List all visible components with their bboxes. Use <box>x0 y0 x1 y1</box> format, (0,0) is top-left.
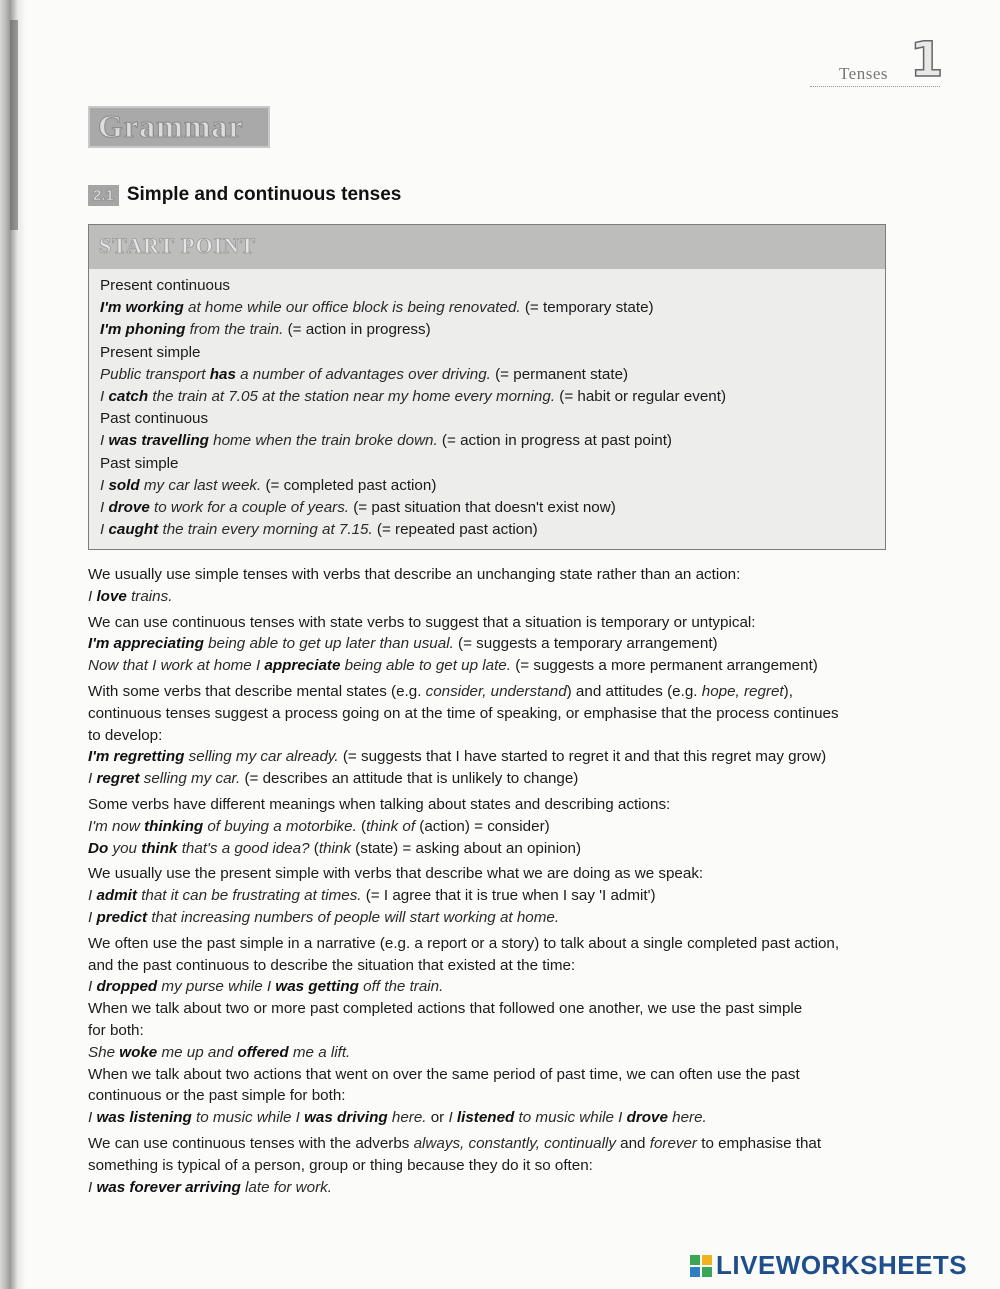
text-run: predict <box>96 908 148 926</box>
text-run: We usually use the present simple with verbs that describe what we are doing as we speak: <box>88 865 704 883</box>
text-run: to develop: <box>88 726 163 744</box>
text-run: Past simple <box>100 454 179 472</box>
text-run: (= action in progress at past point) <box>437 432 672 450</box>
text-run: (= suggests a more permanent arrangement) <box>510 657 818 675</box>
text-run: (= suggests a temporary arrangement) <box>453 635 718 653</box>
text-run: I'm working <box>100 299 184 317</box>
text-run: has <box>209 365 236 383</box>
start-point-line <box>100 475 885 497</box>
start-point-label: START POINT <box>99 233 256 258</box>
text-run: (= completed past action) <box>261 476 437 494</box>
text-run: offered <box>237 1043 289 1061</box>
text-run: was listening <box>96 1109 192 1127</box>
text-run: selling my car already. <box>184 748 339 766</box>
start-point-line <box>100 386 885 408</box>
paragraph-line <box>88 564 908 586</box>
start-point-line <box>100 497 885 519</box>
text-run: Past continuous <box>100 410 209 428</box>
text-run: With some verbs that describe mental states (e.g. <box>88 682 426 700</box>
text-run: I <box>88 978 97 996</box>
paragraph-line <box>88 1155 908 1177</box>
text-run: She <box>88 1043 120 1061</box>
text-run: I <box>100 476 109 494</box>
text-run: here. <box>667 1109 707 1127</box>
text-run: (= habit or regular event) <box>555 388 726 406</box>
text-run: (= past situation that doesn't exist now) <box>349 499 616 517</box>
text-run: the train at 7.05 at the station near my home every morning. <box>148 388 556 406</box>
scan-shadow <box>10 20 18 230</box>
start-point-header <box>89 225 885 269</box>
text-run: here. <box>387 1109 427 1127</box>
text-run: a number of advantages over driving. <box>235 365 491 383</box>
paragraph-line <box>88 1085 908 1107</box>
text-run: I'm regretting <box>88 748 185 766</box>
text-run: my car last week. <box>139 476 262 494</box>
paragraph-line <box>88 816 908 838</box>
text-run: hope, regret <box>701 682 784 700</box>
start-point-line <box>100 430 885 452</box>
paragraph-line <box>88 998 908 1020</box>
text-run: listened <box>456 1109 515 1127</box>
liveworksheets-logo <box>690 1250 967 1281</box>
text-run: that it can be frustrating at times. <box>136 887 362 905</box>
text-run: We often use the past simple in a narrative (e.g. a report or a story) to talk about a single completed past action, <box>88 934 840 952</box>
text-run: was travelling <box>108 432 209 450</box>
text-run: that increasing numbers of people will start working at home. <box>147 908 560 926</box>
text-run: me up and <box>157 1043 238 1061</box>
text-run: of buying a motorbike. <box>203 817 357 835</box>
paragraph-line <box>88 746 908 768</box>
paragraph-line <box>88 838 908 860</box>
text-run: ( <box>309 839 319 857</box>
text-run: ), <box>783 682 793 700</box>
start-point-line <box>100 319 885 341</box>
text-run: consider, understand <box>425 682 567 700</box>
paragraph-line <box>88 655 908 677</box>
logo-text: LIVEWORKSHEETS <box>716 1250 968 1280</box>
paragraph-line <box>88 612 908 634</box>
start-point-line <box>100 408 885 430</box>
paragraph-line <box>88 1133 908 1155</box>
grammar-explanations <box>88 564 908 1202</box>
explanation-paragraph <box>88 1133 908 1198</box>
text-run: you <box>108 839 142 857</box>
start-point-line <box>100 453 885 475</box>
text-run: (= suggests that I have started to regret it and that this regret may grow) <box>338 748 827 766</box>
text-run: was driving <box>304 1109 388 1127</box>
text-run: (= temporary state) <box>520 299 654 317</box>
text-run: We can use continuous tenses with state verbs to suggest that a situation is temporary or untypical: <box>88 613 756 631</box>
text-run: I <box>100 432 109 450</box>
text-run: to music while I <box>514 1109 627 1127</box>
text-run: Now that I work at home I <box>88 657 265 675</box>
explanation-paragraph <box>88 933 908 1129</box>
text-run: Do <box>88 839 109 857</box>
text-run: sold <box>108 476 140 494</box>
chapter-title: Tenses <box>838 64 888 83</box>
paragraph-line <box>88 681 908 703</box>
text-run: ) and attitudes (e.g. <box>566 682 702 700</box>
text-run: the train every morning at 7.15. <box>158 521 373 539</box>
paragraph-line <box>88 725 908 747</box>
text-run: at home while our office block is being renovated. <box>183 299 521 317</box>
text-run: love <box>96 587 127 605</box>
text-run: off the train. <box>358 978 444 996</box>
paragraph-line <box>88 976 908 998</box>
start-point-box <box>88 224 886 550</box>
text-run: continuous or the past simple for both: <box>88 1087 346 1105</box>
text-run: We usually use simple tenses with verbs that describe an unchanging state rather than an action: <box>88 566 741 583</box>
text-run: from the train. <box>185 321 284 339</box>
text-run: I <box>88 1178 97 1196</box>
paragraph-line <box>88 768 908 790</box>
text-run: selling my car. <box>139 770 241 788</box>
paragraph-line <box>88 1064 908 1086</box>
grammar-banner-label: Grammar <box>98 108 244 144</box>
header-divider <box>810 86 940 87</box>
text-run: When we talk about two or more past completed actions that followed one another, we use the past simple <box>88 1000 803 1018</box>
text-run: I'm appreciating <box>88 635 204 653</box>
section-heading <box>88 184 401 206</box>
text-run: and <box>615 1134 650 1152</box>
text-run: or <box>426 1109 449 1127</box>
start-point-examples <box>89 269 885 541</box>
text-run: woke <box>119 1043 158 1061</box>
paragraph-line <box>88 703 908 725</box>
paragraph-line <box>88 1177 908 1199</box>
start-point-line <box>100 364 885 386</box>
paragraph-line <box>88 586 908 608</box>
text-run: I <box>88 1109 97 1127</box>
text-run: home when the train broke down. <box>208 432 438 450</box>
chapter-number: 1 <box>910 32 944 88</box>
text-run: I'm now <box>88 817 145 835</box>
explanation-paragraph <box>88 564 908 608</box>
paragraph-line <box>88 1042 908 1064</box>
text-run: I <box>100 499 109 517</box>
text-run: think <box>141 839 178 857</box>
text-run: regret <box>96 770 140 788</box>
text-run: (= describes an attitude that is unlikely to change) <box>240 770 579 788</box>
text-run: (= permanent state) <box>490 365 629 383</box>
text-run: forever <box>649 1134 697 1152</box>
paragraph-line <box>88 885 908 907</box>
paragraph-line <box>88 633 908 655</box>
text-run: Present simple <box>100 343 201 361</box>
text-run: being able to get up late. <box>340 657 511 675</box>
text-run: Present continuous <box>100 277 231 294</box>
explanation-paragraph <box>88 863 908 928</box>
text-run: (= I agree that it is true when I say 'I admit') <box>361 887 656 905</box>
text-run: ( <box>356 817 367 835</box>
text-run: Some verbs have different meanings when talking about states and describing actions: <box>88 795 671 813</box>
paragraph-line <box>88 794 908 816</box>
explanation-paragraph <box>88 794 908 859</box>
text-run: being able to get up later than usual. <box>203 635 454 653</box>
text-run: was forever arriving <box>96 1178 241 1196</box>
text-run: think of <box>366 817 416 835</box>
text-run: to music while I <box>191 1109 305 1127</box>
start-point-line <box>100 275 885 297</box>
text-run: dropped <box>96 978 158 996</box>
explanation-paragraph <box>88 681 908 790</box>
paragraph-line <box>88 933 908 955</box>
text-run: always, constantly, continually <box>413 1134 616 1152</box>
text-run: I <box>448 1109 457 1127</box>
text-run: I <box>88 887 97 905</box>
text-run: I'm phoning <box>100 321 186 339</box>
text-run: (= action in progress) <box>283 321 431 339</box>
text-run: I <box>88 908 97 926</box>
paragraph-line <box>88 1020 908 1042</box>
paragraph-line <box>88 1107 908 1129</box>
text-run: Public transport <box>100 365 210 383</box>
text-run: think <box>318 839 351 857</box>
start-point-line <box>100 297 885 319</box>
paragraph-line <box>88 907 908 929</box>
text-run: caught <box>108 521 159 539</box>
text-run: to work for a couple of years. <box>149 499 350 517</box>
text-run: trains. <box>126 587 173 605</box>
text-run: and the past continuous to describe the situation that existed at the time: <box>88 956 576 974</box>
text-run: was getting <box>275 978 359 996</box>
text-run: I <box>100 388 109 406</box>
text-run: my purse while I <box>157 978 276 996</box>
text-run: I <box>88 587 97 605</box>
text-run: I <box>100 521 109 539</box>
text-run: (state) = asking about an opinion) <box>350 839 582 857</box>
logo-grid-icon <box>690 1255 712 1277</box>
text-run: something is typical of a person, group or thing because they do it so often: <box>88 1156 593 1174</box>
section-title: Simple and continuous tenses <box>126 184 402 205</box>
text-run: continuous tenses suggest a process going on at the time of speaking, or emphasise that the process continues <box>88 704 839 722</box>
text-run: for both: <box>88 1021 144 1039</box>
section-number: 2.1 <box>88 185 119 206</box>
start-point-line <box>100 519 885 541</box>
text-run: We can use continuous tenses with the adverbs <box>88 1134 414 1152</box>
start-point-line <box>100 342 885 364</box>
text-run: that's a good idea? <box>177 839 310 857</box>
text-run: When we talk about two actions that went on over the same period of past time, we can often use the past <box>88 1065 800 1083</box>
text-run: (action) = consider) <box>415 817 550 835</box>
text-run: thinking <box>144 817 204 835</box>
text-run: drove <box>108 499 150 517</box>
text-run: appreciate <box>264 657 341 675</box>
paragraph-line <box>88 955 908 977</box>
text-run: catch <box>108 388 149 406</box>
text-run: to emphasise that <box>697 1134 822 1152</box>
text-run: me a lift. <box>288 1043 351 1061</box>
paragraph-line <box>88 863 908 885</box>
text-run: late for work. <box>240 1178 332 1196</box>
grammar-banner <box>88 106 270 148</box>
text-run: I <box>88 770 97 788</box>
text-run: drove <box>626 1109 668 1127</box>
text-run: admit <box>96 887 137 905</box>
explanation-paragraph <box>88 612 908 677</box>
text-run: (= repeated past action) <box>372 521 538 539</box>
